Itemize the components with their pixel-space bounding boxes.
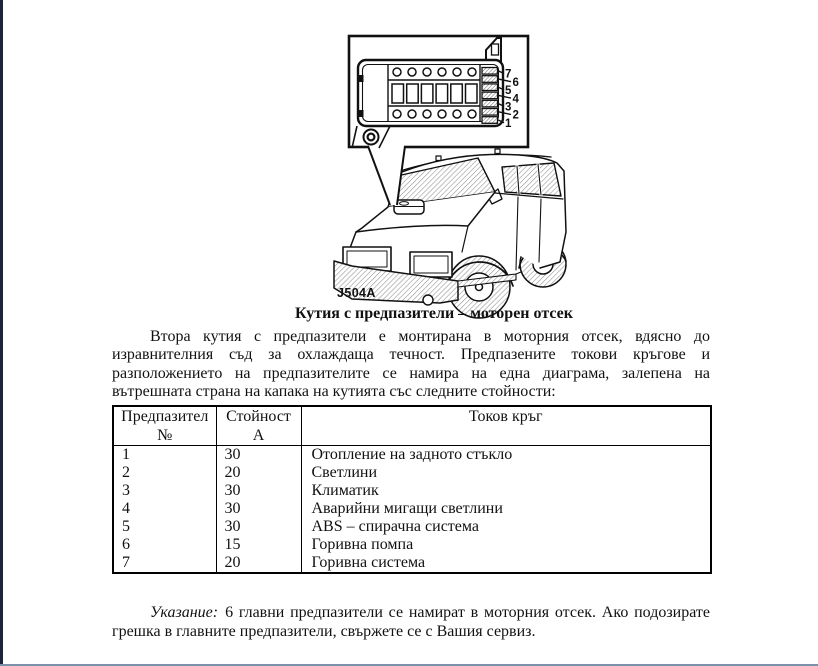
table-row: 2 20 Светлини — [113, 464, 711, 482]
callout-number-7: 7 — [505, 68, 512, 81]
fuse-table — [112, 405, 712, 574]
callout-number-3: 3 — [505, 101, 512, 114]
window-left-edge — [0, 0, 3, 666]
header-value: Стойност А — [216, 406, 301, 446]
callout-number-5: 5 — [505, 85, 512, 98]
section-title: Кутия с предпазители – моторен отсек — [295, 305, 573, 322]
table-row: 5 30 ABS – спирачна система — [113, 518, 711, 536]
body-paragraph: Втора кутия с предпазители е монтирана в моторния отсек, вдясно до изравнителния съд за охлаждаща течност. Предпазените токови кръгове и разположението на предпазителите се намира на една диаграма, залепена на вътрешната страна на капака на кутията със следните стойности: — [112, 328, 710, 401]
figure-label: J504A — [337, 286, 376, 300]
callout-number-4: 4 — [512, 93, 519, 106]
table-row: 6 15 Горивна помпа — [113, 536, 711, 554]
note-text: 6 главни предпазители се намират в моторния отсек. Ако подозирате грешка в главните предпазители, свържете се с Вашия сервиз. — [112, 603, 710, 640]
header-fuse-number: Предпазител № — [113, 406, 216, 446]
table-row: 7 20 Горивна система — [113, 554, 711, 573]
table-row: 1 30 Отопление на задното стъкло — [113, 445, 711, 464]
callout-number-2: 2 — [512, 109, 519, 122]
callout-number-6: 6 — [512, 76, 519, 89]
figure-spacer — [0, 0, 818, 304]
callout-number-1: 1 — [505, 117, 512, 130]
note-paragraph — [112, 603, 710, 641]
header-circuit: Токов кръг — [301, 406, 711, 446]
fuse-table-header — [113, 406, 711, 446]
table-row: 3 30 Климатик — [113, 482, 711, 500]
table-row: 4 30 Аварийни мигащи светлини — [113, 500, 711, 518]
note-label: Указание: — [150, 603, 219, 621]
